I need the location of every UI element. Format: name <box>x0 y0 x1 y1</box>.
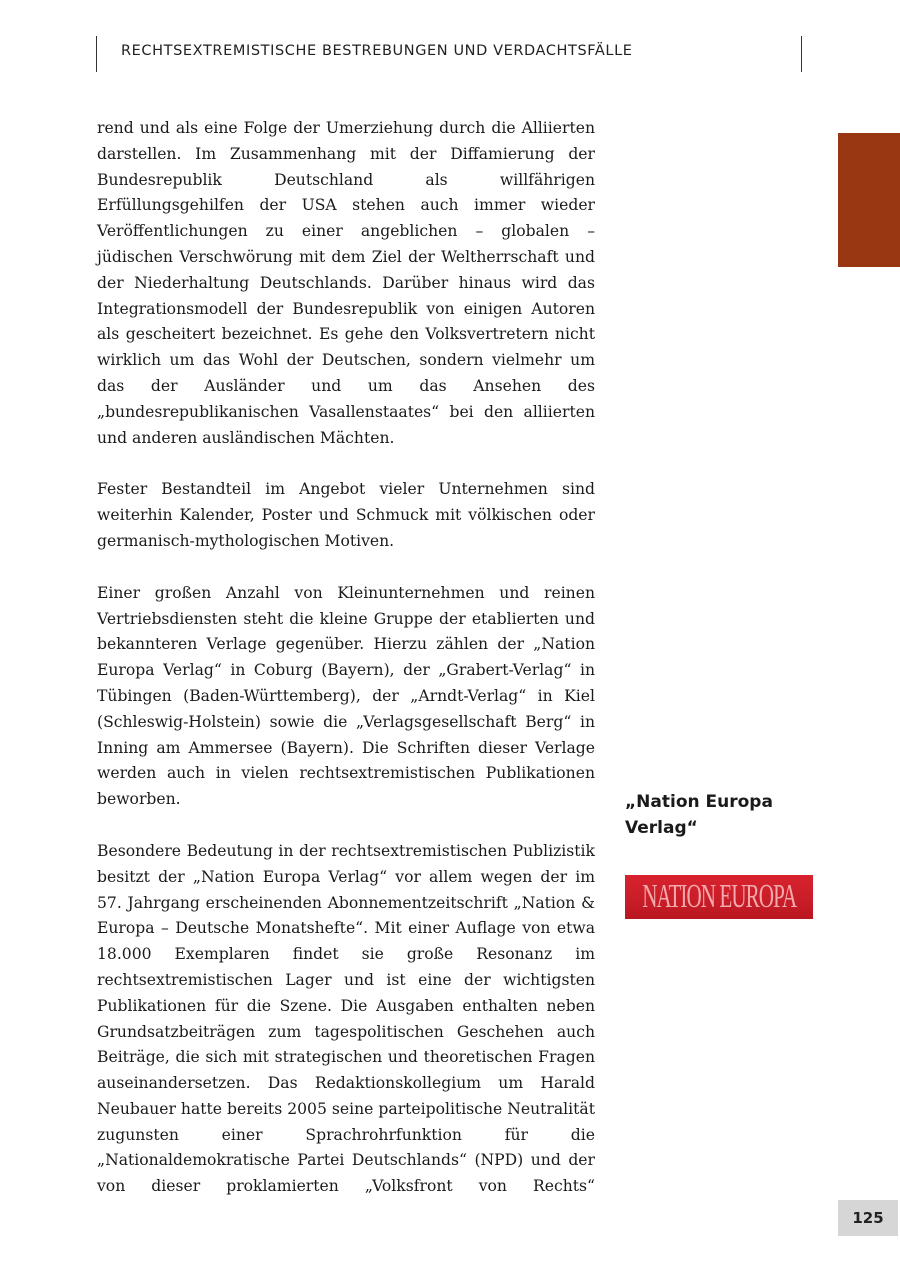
page-number-text: 125 <box>852 1209 884 1227</box>
chapter-tab-marker <box>838 133 900 267</box>
header-rule-right <box>801 36 802 72</box>
page-number <box>838 1200 898 1236</box>
paragraph: rend und als eine Folge der Umerziehung durch die Alliierten darstellen. Im Zusammenhang mit der Diffamierung der Bundesrepublik Deutschland als willfährigen Erfüllungsgehilfen der USA stehen auch immer wieder Veröffentlichungen zu einer angeblichen – globalen – jüdischen Verschwörung mit dem Ziel der Weltherrschaft und der Niederhaltung Deutschlands. Darüber hinaus wird das Integrationsmodell der Bundesrepublik von einigen Autoren als gescheitert bezeichnet. Es gehe den Volksvertretern nicht wirklich um das Wohl der Deutschen, sondern vielmehr um das der Ausländer und um das Ansehen des „bundesrepublikanischen Vasallenstaates“ bei den alliierten und anderen ausländischen Mächten. <box>97 119 595 447</box>
paragraph: Einer großen Anzahl von Kleinunternehmen und reinen Vertriebsdiensten steht die kleine Gruppe der etablierten und bekannteren Verlage gegenüber. Hierzu zählen der „Nation Europa Verlag“ in Coburg (Bayern), der „Grabert-Verlag“ in Tübingen (Baden-Württemberg), der „Arndt-Verlag“ in Kiel (Schleswig-Holstein) sowie die „Verlagsgesellschaft Berg“ in Inning am Ammersee (Bayern). Die Schriften dieser Verlage werden auch in vielen rechtsextremistischen Publikationen beworben. <box>97 583 595 809</box>
paragraph: Fester Bestandteil im Angebot vieler Unternehmen sind weiterhin Kalender, Poster und Schmuck mit völkischen oder germanisch-mythologischen Motiven. <box>97 480 595 550</box>
header-rule-left <box>96 36 97 72</box>
body-text <box>97 116 595 1226</box>
margin-heading: „Nation Europa Verlag“ <box>625 792 773 838</box>
logo-text: NATION EUROPA <box>641 878 797 915</box>
nation-europa-logo <box>625 875 813 919</box>
running-head: RECHTSEXTREMISTISCHE BESTREBUNGEN UND VERDACHTSFÄLLE <box>121 43 633 59</box>
paragraph: Besondere Bedeutung in der rechtsextremistischen Publizistik besitzt der „Nation Europa Verlag“ vor allem wegen der im 57. Jahrgang erscheinenden Abonnementzeitschrift „Nation & Europa – Deutsche Monatshefte“. Mit einer Auflage von etwa 18.000 Exemplaren findet sie große Resonanz im rechtsextremistischen Lager und ist eine der wichtigsten Publikationen für die Szene. Die Ausgaben enthalten neben Grundsatzbeiträgen zum tagespolitischen Geschehen auch Beiträge, die sich mit strategischen und theoretischen Fragen auseinandersetzen. Das Redaktionskollegium um Harald Neubauer hatte bereits 2005 seine parteipolitische Neutralität zugunsten einer Sprachrohrfunktion für die „Nationaldemokratische Partei Deutschlands“ (NPD) und der von dieser proklamierten „Volksfront von Rechts“ <box>97 841 595 1196</box>
